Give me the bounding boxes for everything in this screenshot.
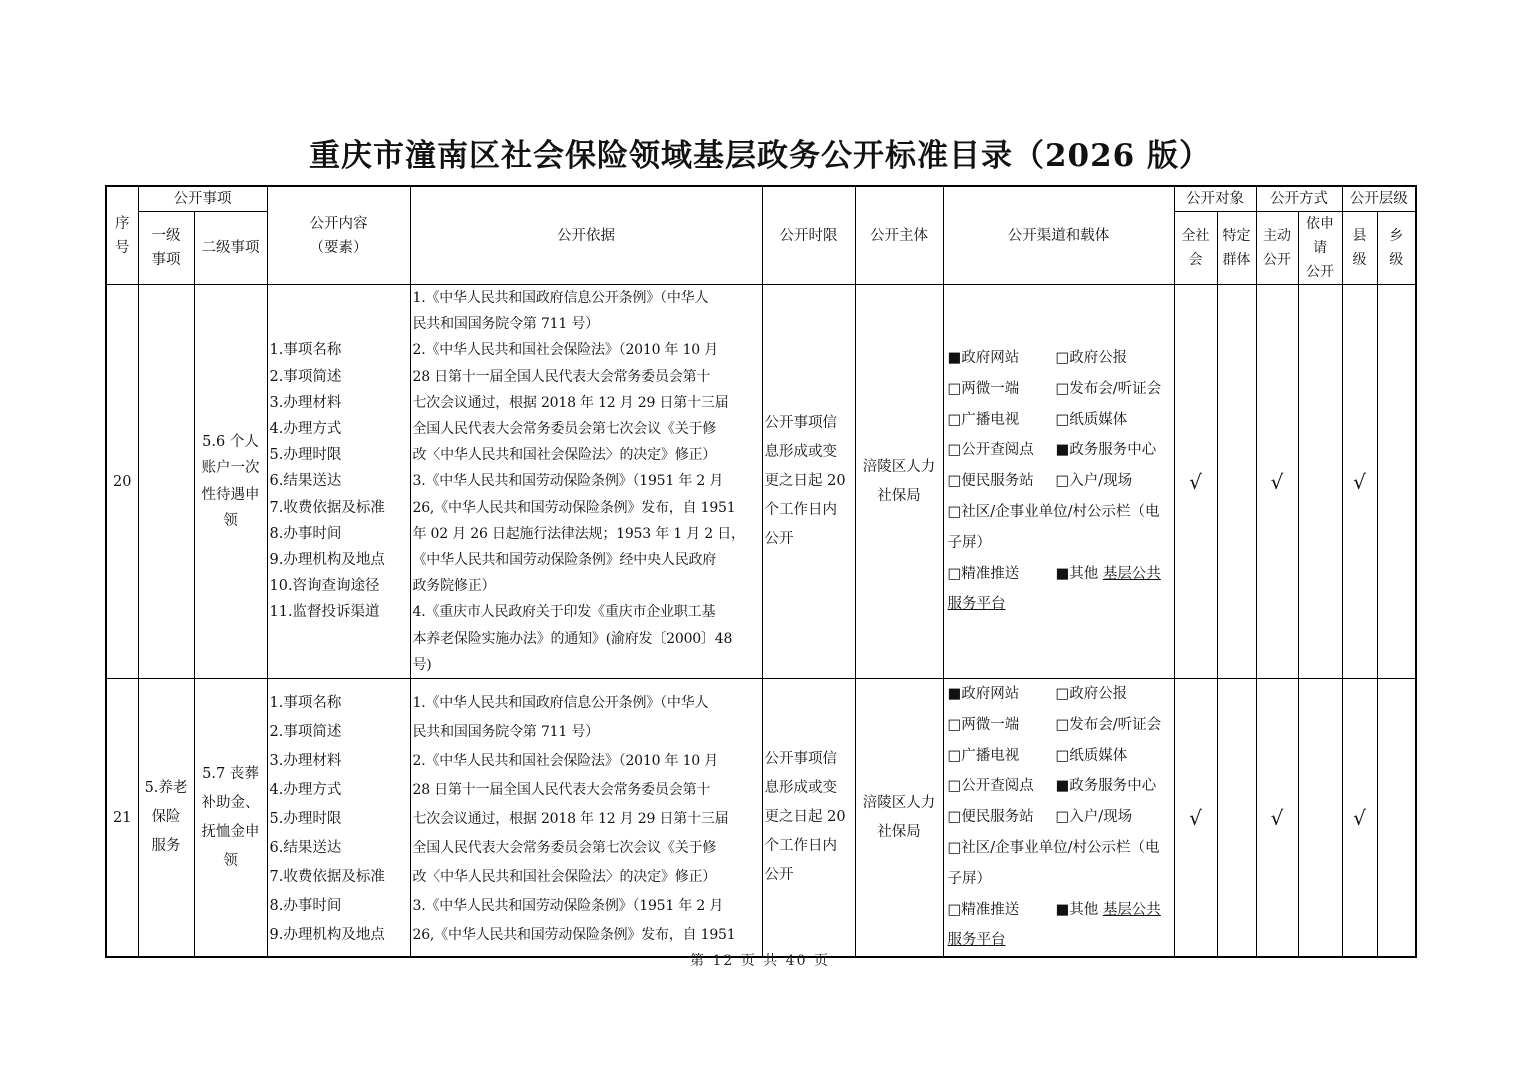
- header-aud-all: 全社 会: [1174, 212, 1217, 285]
- row-subject: 涪陵区人力 社保局: [855, 679, 943, 958]
- header-subject: 公开主体: [855, 186, 943, 285]
- header-method-request: 依申请 公开: [1298, 212, 1342, 285]
- page-footer: 第 12 页 共 40 页: [690, 953, 830, 969]
- header-matter: 公开事项: [138, 186, 267, 212]
- row-basis: 1.《中华人民共和国政府信息公开条例》（中华人 民共和国国务院令第 711 号） 2.《中华人民共和国社会保险法》（2010 年 10 月 28 日第十一届全国人民代表大会常务委员会第十 七次会议通过，根据 2018 年 12 月 29 日第十三届 全国人民代表大会常务委员会第七次会议《关于修 改〈中华人民共和国社会保险法〉的决定》修正） 3.《中华人民共和国劳动保险条例》（1951 年 2 月 26,《中华人民共和国劳动保险条例》发布，自 1951 年 02 月 26 日起施行法律法规；1953 年 1 月 2 日， 《中华人民共和国劳动保险条例》经中央人民政府 政务院修正） 4.《重庆市人民政府关于印发《重庆市企业职工基 本养老保险实施办法》的通知》(渝府发〔2000〕48 号): [410, 285, 762, 679]
- row-time-limit: 公开事项信 息形成或变 更之日起 20 个工作日内 公开: [762, 285, 855, 679]
- row-level1: 5.养老 保险 服务: [138, 679, 194, 958]
- tick-aud-spec: [1217, 679, 1256, 958]
- header-seq: 序 号: [106, 186, 138, 285]
- header-row-1: [106, 186, 1416, 212]
- header-audience: 公开对象: [1174, 186, 1256, 212]
- tick-aud-all: √: [1174, 285, 1217, 679]
- row-time-limit: 公开事项信 息形成或变 更之日起 20 个工作日内 公开: [762, 679, 855, 958]
- tick-level-town: [1377, 285, 1416, 679]
- tick-method-active: √: [1256, 679, 1298, 958]
- row-level1: [138, 285, 194, 679]
- row-basis: 1.《中华人民共和国政府信息公开条例》（中华人 民共和国国务院令第 711 号） 2.《中华人民共和国社会保险法》（2010 年 10 月 28 日第十一届全国人民代表大会常务委员会第十 七次会议通过，根据 2018 年 12 月 29 日第十三届 全国人民代表大会常务委员会第七次会议《关于修 改〈中华人民共和国社会保险法〉的决定》修正） 3.《中华人民共和国劳动保险条例》（1951 年 2 月 26,《中华人民共和国劳动保险条例》发布，自 1951: [410, 679, 762, 958]
- header-content: 公开内容 （要素）: [267, 186, 410, 285]
- row-content: 1.事项名称 2.事项简述 3.办理材料 4.办理方式 5.办理时限 6.结果送达 7.收费依据及标准 8.办事时间 9.办理机构及地点: [267, 679, 410, 958]
- catalog-table: [105, 185, 1417, 958]
- tick-level-town: [1377, 679, 1416, 958]
- page-title: 重庆市潼南区社会保险领域基层政务公开标准目录（2026 版）: [308, 138, 1212, 174]
- header-aud-spec: 特定 群体: [1217, 212, 1256, 285]
- header-level: 公开层级: [1342, 186, 1416, 212]
- row-seq: 20: [106, 285, 138, 679]
- tick-aud-spec: [1217, 285, 1256, 679]
- row-channels: ■政府网站 □政府公报 □两微一端 □发布会/听证会 □广播电视 □纸质媒体 □公开查阅点 ■政务服务中心 □便民服务站 □入户/现场 □社区/企事业单位/村公示栏（电 子屏） □精准推送 ■其他 基层公共 服务平台: [943, 285, 1174, 679]
- row-seq: 21: [106, 679, 138, 958]
- header-method: 公开方式: [1256, 186, 1342, 212]
- table-row: [106, 285, 1416, 679]
- header-level-county: 县 级: [1342, 212, 1377, 285]
- header-channel: 公开渠道和载体: [943, 186, 1174, 285]
- table-row: [106, 679, 1416, 958]
- tick-method-request: [1298, 285, 1342, 679]
- header-level2: 二级事项: [194, 212, 267, 285]
- tick-level-county: √: [1342, 679, 1377, 958]
- tick-aud-all: √: [1174, 679, 1217, 958]
- tick-method-request: [1298, 679, 1342, 958]
- row-subject: 涪陵区人力 社保局: [855, 285, 943, 679]
- header-level1: 一级 事项: [138, 212, 194, 285]
- header-method-active: 主动 公开: [1256, 212, 1298, 285]
- row-level2: 5.7 丧葬 补助金、 抚恤金申 领: [194, 679, 267, 958]
- header-level-town: 乡 级: [1377, 212, 1416, 285]
- row-content: 1.事项名称 2.事项简述 3.办理材料 4.办理方式 5.办理时限 6.结果送达 7.收费依据及标准 8.办事时间 9.办理机构及地点 10.咨询查询途径 11.监督投诉渠道: [267, 285, 410, 679]
- tick-method-active: √: [1256, 285, 1298, 679]
- tick-level-county: √: [1342, 285, 1377, 679]
- row-level2: 5.6 个人 账户一次 性待遇申 领: [194, 285, 267, 679]
- header-time-limit: 公开时限: [762, 186, 855, 285]
- header-basis: 公开依据: [410, 186, 762, 285]
- row-channels: ■政府网站 □政府公报 □两微一端 □发布会/听证会 □广播电视 □纸质媒体 □公开查阅点 ■政务服务中心 □便民服务站 □入户/现场 □社区/企事业单位/村公示栏（电 子屏） □精准推送 ■其他 基层公共 服务平台: [943, 679, 1174, 958]
